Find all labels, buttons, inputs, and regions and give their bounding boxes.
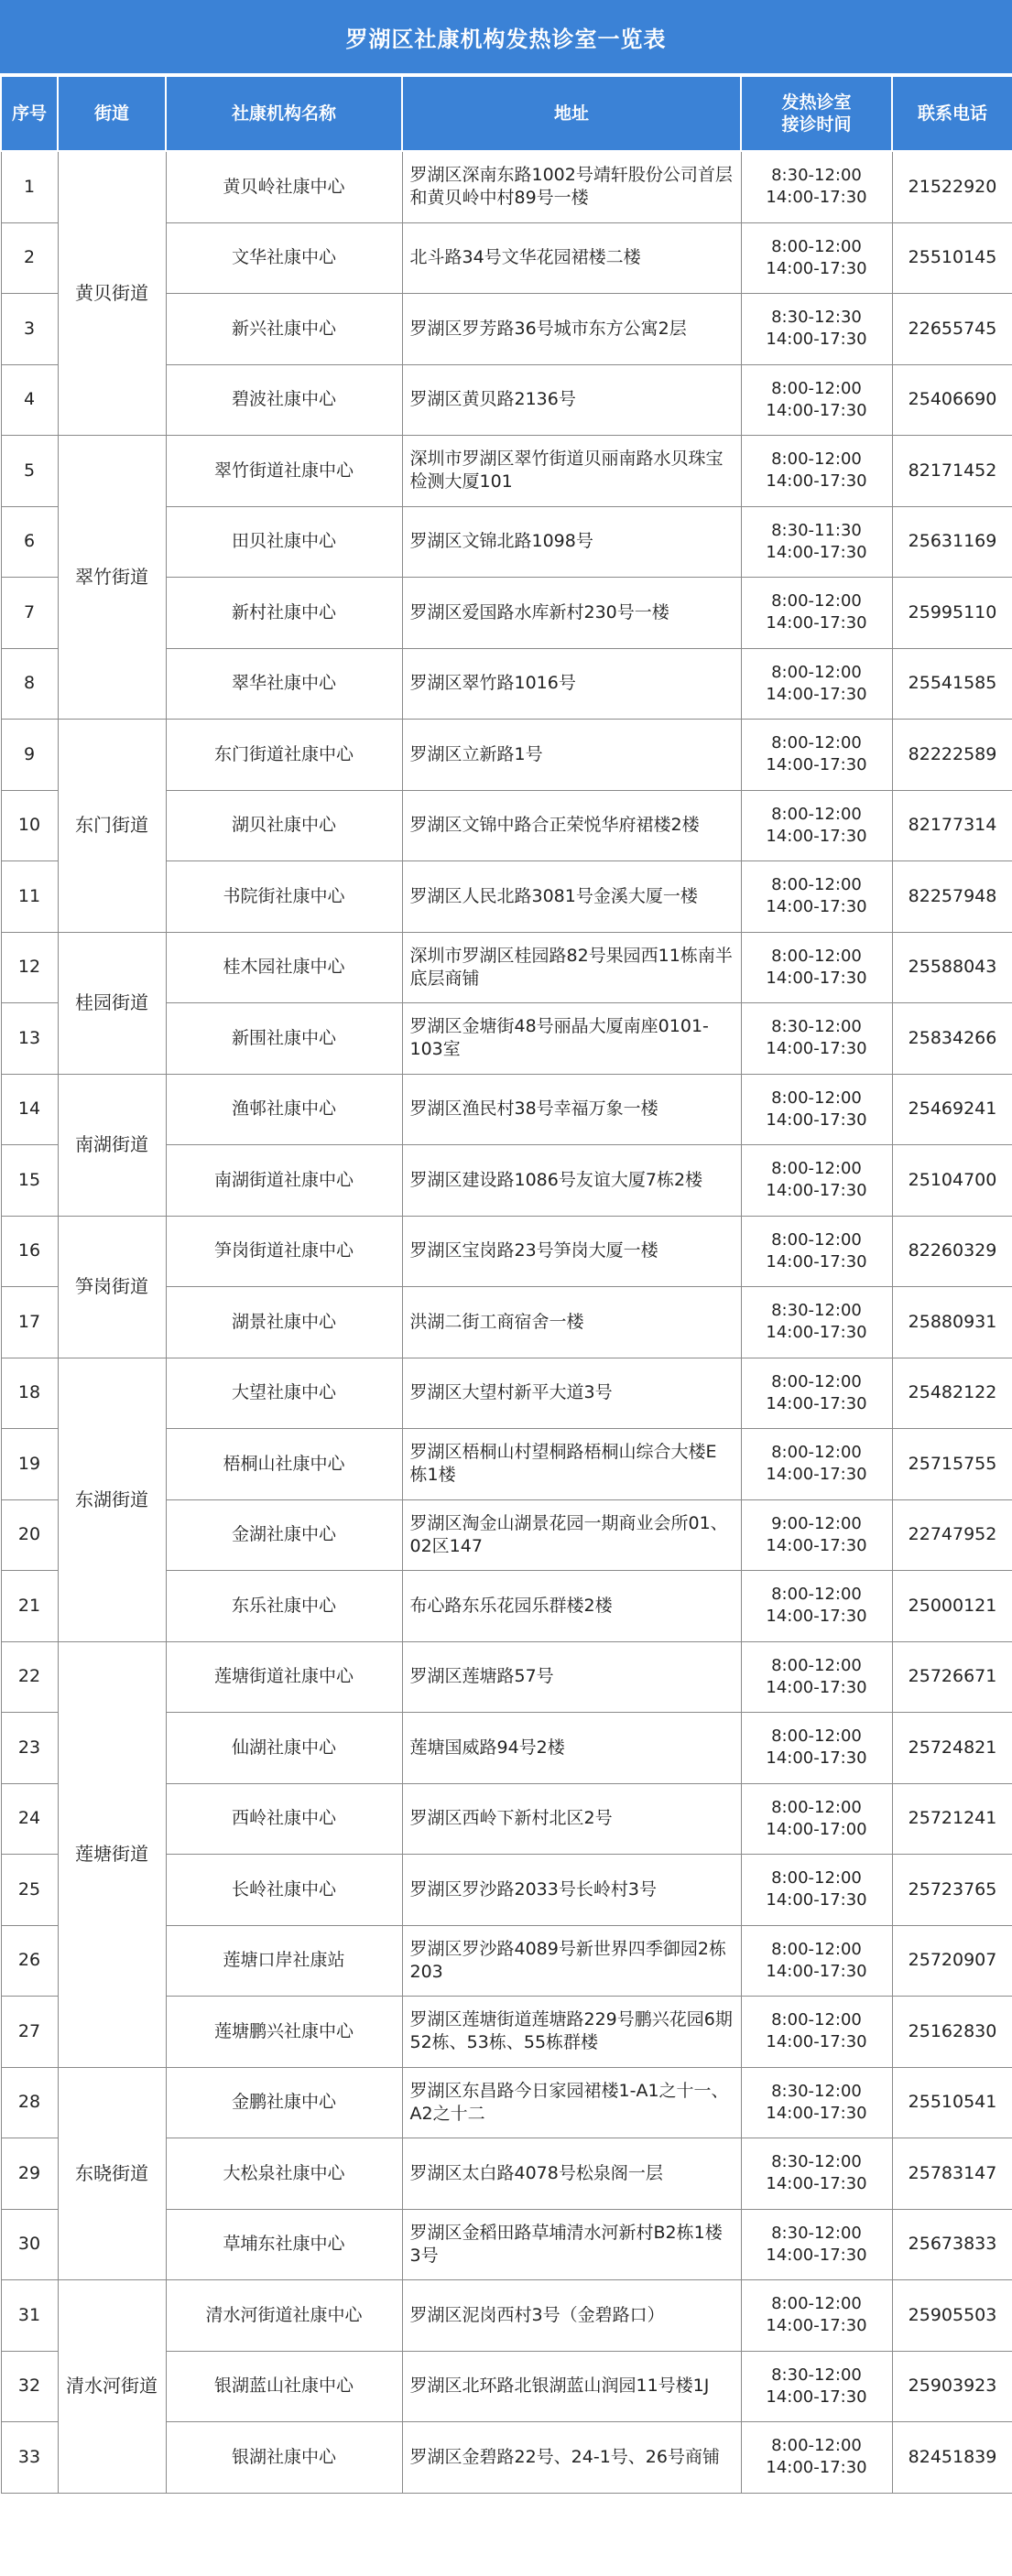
cell-no: 22	[1, 1641, 58, 1713]
cell-address: 罗湖区建设路1086号友谊大厦7栋2楼	[402, 1145, 741, 1217]
cell-name: 东门街道社康中心	[166, 720, 402, 791]
cell-phone: 82177314	[892, 790, 1012, 861]
cell-name: 莲塘鹏兴社康中心	[166, 1997, 402, 2068]
cell-no: 25	[1, 1855, 58, 1926]
cell-time: 8:00-12:00 14:00-17:30	[741, 364, 892, 436]
cell-address: 罗湖区立新路1号	[402, 720, 741, 791]
cell-no: 6	[1, 506, 58, 578]
table-row	[1, 1074, 1012, 1145]
cell-name: 碧波社康中心	[166, 364, 402, 436]
cell-name: 桂木园社康中心	[166, 932, 402, 1003]
cell-phone: 25903923	[892, 2351, 1012, 2422]
table-row	[1, 436, 1012, 507]
cell-time: 8:00-12:00 14:00-17:30	[741, 1216, 892, 1287]
cell-phone: 25834266	[892, 1003, 1012, 1075]
cell-time: 8:00-12:00 14:00-17:30	[741, 932, 892, 1003]
cell-name: 翠竹街道社康中心	[166, 436, 402, 507]
cell-time: 8:30-12:00 14:00-17:30	[741, 151, 892, 222]
table-row	[1, 720, 1012, 791]
cell-time: 8:00-12:00 14:00-17:30	[741, 578, 892, 649]
cell-no: 30	[1, 2209, 58, 2280]
cell-name: 文华社康中心	[166, 222, 402, 294]
cell-time: 8:30-12:00 14:00-17:30	[741, 2209, 892, 2280]
cell-time: 8:00-12:00 14:00-17:30	[741, 1358, 892, 1429]
cell-no: 5	[1, 436, 58, 507]
cell-no: 3	[1, 294, 58, 365]
cell-name: 草埔东社康中心	[166, 2209, 402, 2280]
cell-name: 黄贝岭社康中心	[166, 151, 402, 222]
cell-phone: 25720907	[892, 1925, 1012, 1997]
cell-phone: 25673833	[892, 2209, 1012, 2280]
cell-time: 8:00-12:00 14:00-17:00	[741, 1783, 892, 1855]
cell-phone: 25726671	[892, 1641, 1012, 1713]
cell-no: 15	[1, 1145, 58, 1217]
cell-phone: 25469241	[892, 1074, 1012, 1145]
cell-address: 洪湖二街工商宿舍一楼	[402, 1287, 741, 1358]
cell-name: 莲塘街道社康中心	[166, 1641, 402, 1713]
cell-time: 8:30-12:00 14:00-17:30	[741, 2351, 892, 2422]
cell-time: 8:00-12:00 14:00-17:30	[741, 790, 892, 861]
cell-phone: 25104700	[892, 1145, 1012, 1217]
cell-name: 书院街社康中心	[166, 861, 402, 933]
cell-street: 黄贝街道	[58, 151, 166, 436]
cell-no: 27	[1, 1997, 58, 2068]
cell-no: 17	[1, 1287, 58, 1358]
cell-phone: 25715755	[892, 1429, 1012, 1500]
table-row	[1, 1358, 1012, 1429]
cell-time: 8:30-12:00 14:00-17:30	[741, 1003, 892, 1075]
cell-address: 罗湖区东昌路今日家园裙楼1-A1之十一、A2之十二	[402, 2067, 741, 2138]
cell-name: 清水河街道社康中心	[166, 2280, 402, 2352]
cell-name: 田贝社康中心	[166, 506, 402, 578]
cell-name: 湖景社康中心	[166, 1287, 402, 1358]
cell-no: 33	[1, 2422, 58, 2494]
cell-address: 罗湖区文锦中路合正荣悦华府裙楼2楼	[402, 790, 741, 861]
header-phone: 联系电话	[892, 76, 1012, 151]
cell-name: 金鹏社康中心	[166, 2067, 402, 2138]
cell-name: 南湖街道社康中心	[166, 1145, 402, 1217]
table-body	[1, 151, 1012, 2493]
cell-phone: 25588043	[892, 932, 1012, 1003]
cell-no: 23	[1, 1713, 58, 1784]
cell-time: 8:30-12:00 14:00-17:30	[741, 1287, 892, 1358]
cell-time: 8:00-12:00 14:00-17:30	[741, 648, 892, 720]
cell-phone: 82171452	[892, 436, 1012, 507]
cell-phone: 21522920	[892, 151, 1012, 222]
cell-phone: 25724821	[892, 1713, 1012, 1784]
cell-name: 莲塘口岸社康站	[166, 1925, 402, 1997]
cell-address: 罗湖区宝岗路23号笋岗大厦一楼	[402, 1216, 741, 1287]
cell-address: 罗湖区爱国路水库新村230号一楼	[402, 578, 741, 649]
cell-no: 19	[1, 1429, 58, 1500]
cell-phone: 25783147	[892, 2138, 1012, 2210]
cell-no: 16	[1, 1216, 58, 1287]
cell-address: 罗湖区淘金山湖景花园一期商业会所01、02区147	[402, 1499, 741, 1571]
cell-address: 罗湖区深南东路1002号靖轩股份公司首层和黄贝岭中村89号一楼	[402, 151, 741, 222]
cell-address: 深圳市罗湖区桂园路82号果园西11栋南半底层商铺	[402, 932, 741, 1003]
cell-address: 罗湖区渔民村38号幸福万象一楼	[402, 1074, 741, 1145]
cell-address: 罗湖区太白路4078号松泉阁一层	[402, 2138, 741, 2210]
cell-time: 8:00-12:00 14:00-17:30	[741, 2280, 892, 2352]
cell-phone: 82260329	[892, 1216, 1012, 1287]
table-row	[1, 2067, 1012, 2138]
cell-address: 罗湖区大望村新平大道3号	[402, 1358, 741, 1429]
cell-street: 笋岗街道	[58, 1216, 166, 1358]
cell-phone: 25000121	[892, 1571, 1012, 1642]
cell-name: 梧桐山社康中心	[166, 1429, 402, 1500]
cell-address: 罗湖区莲塘路57号	[402, 1641, 741, 1713]
cell-address: 罗湖区梧桐山村望桐路梧桐山综合大楼E栋1楼	[402, 1429, 741, 1500]
cell-name: 金湖社康中心	[166, 1499, 402, 1571]
cell-phone: 82222589	[892, 720, 1012, 791]
cell-phone: 25162830	[892, 1997, 1012, 2068]
cell-name: 仙湖社康中心	[166, 1713, 402, 1784]
cell-street: 南湖街道	[58, 1074, 166, 1216]
cell-no: 14	[1, 1074, 58, 1145]
cell-time: 8:00-12:00 14:00-17:30	[741, 1145, 892, 1217]
cell-time: 8:00-12:00 14:00-17:30	[741, 1997, 892, 2068]
cell-time: 8:00-12:00 14:00-17:30	[741, 222, 892, 294]
cell-no: 4	[1, 364, 58, 436]
cell-time: 8:00-12:00 14:00-17:30	[741, 720, 892, 791]
cell-name: 长岭社康中心	[166, 1855, 402, 1926]
cell-name: 新兴社康中心	[166, 294, 402, 365]
cell-no: 31	[1, 2280, 58, 2352]
cell-phone: 25482122	[892, 1358, 1012, 1429]
cell-phone: 25541585	[892, 648, 1012, 720]
cell-street: 东晓街道	[58, 2067, 166, 2280]
cell-no: 1	[1, 151, 58, 222]
cell-phone: 25723765	[892, 1855, 1012, 1926]
cell-phone: 25510541	[892, 2067, 1012, 2138]
header-name: 社康机构名称	[166, 76, 402, 151]
cell-address: 罗湖区金塘街48号丽晶大厦南座0101-103室	[402, 1003, 741, 1075]
cell-name: 银湖社康中心	[166, 2422, 402, 2494]
cell-no: 8	[1, 648, 58, 720]
cell-address: 罗湖区金稻田路草埔清水河新村B2栋1楼3号	[402, 2209, 741, 2280]
header-street: 街道	[58, 76, 166, 151]
cell-time: 8:30-11:30 14:00-17:30	[741, 506, 892, 578]
cell-no: 24	[1, 1783, 58, 1855]
cell-time: 8:00-12:00 14:00-17:30	[741, 861, 892, 933]
table-row	[1, 932, 1012, 1003]
table-row	[1, 1216, 1012, 1287]
cell-address: 深圳市罗湖区翠竹街道贝丽南路水贝珠宝检测大厦101	[402, 436, 741, 507]
cell-phone: 82257948	[892, 861, 1012, 933]
cell-phone: 25631169	[892, 506, 1012, 578]
cell-time: 8:00-12:00 14:00-17:30	[741, 1925, 892, 1997]
fever-clinic-table	[0, 75, 1012, 2494]
cell-street: 东湖街道	[58, 1358, 166, 1641]
header-address: 地址	[402, 76, 741, 151]
cell-time: 8:00-12:00 14:00-17:30	[741, 1429, 892, 1500]
table-row	[1, 151, 1012, 222]
cell-no: 32	[1, 2351, 58, 2422]
cell-address: 罗湖区莲塘街道莲塘路229号鹏兴花园6期52栋、53栋、55栋群楼	[402, 1997, 741, 2068]
cell-street: 清水河街道	[58, 2280, 166, 2494]
cell-time: 9:00-12:00 14:00-17:30	[741, 1499, 892, 1571]
cell-phone: 82451839	[892, 2422, 1012, 2494]
cell-no: 26	[1, 1925, 58, 1997]
table-row	[1, 1641, 1012, 1713]
cell-street: 翠竹街道	[58, 436, 166, 720]
page-title: 罗湖区社康机构发热诊室一览表	[0, 0, 1012, 75]
cell-address: 莲塘国威路94号2楼	[402, 1713, 741, 1784]
cell-time: 8:00-12:00 14:00-17:30	[741, 1074, 892, 1145]
cell-name: 湖贝社康中心	[166, 790, 402, 861]
cell-street: 莲塘街道	[58, 1641, 166, 2067]
cell-street: 东门街道	[58, 720, 166, 933]
cell-no: 12	[1, 932, 58, 1003]
cell-address: 罗湖区罗芳路36号城市东方公寓2层	[402, 294, 741, 365]
cell-name: 东乐社康中心	[166, 1571, 402, 1642]
cell-no: 10	[1, 790, 58, 861]
cell-name: 西岭社康中心	[166, 1783, 402, 1855]
cell-address: 罗湖区泥岗西村3号（金碧路口）	[402, 2280, 741, 2352]
cell-phone: 25406690	[892, 364, 1012, 436]
cell-no: 28	[1, 2067, 58, 2138]
cell-phone: 25880931	[892, 1287, 1012, 1358]
cell-address: 北斗路34号文华花园裙楼二楼	[402, 222, 741, 294]
cell-address: 罗湖区罗沙路2033号长岭村3号	[402, 1855, 741, 1926]
cell-no: 7	[1, 578, 58, 649]
cell-no: 2	[1, 222, 58, 294]
cell-phone: 25995110	[892, 578, 1012, 649]
cell-no: 11	[1, 861, 58, 933]
cell-phone: 22655745	[892, 294, 1012, 365]
cell-no: 20	[1, 1499, 58, 1571]
cell-time: 8:00-12:00 14:00-17:30	[741, 1713, 892, 1784]
cell-phone: 25721241	[892, 1783, 1012, 1855]
cell-time: 8:00-12:00 14:00-17:30	[741, 2422, 892, 2494]
cell-no: 21	[1, 1571, 58, 1642]
cell-no: 9	[1, 720, 58, 791]
table-row	[1, 2280, 1012, 2352]
cell-address: 罗湖区人民北路3081号金溪大厦一楼	[402, 861, 741, 933]
cell-time: 8:30-12:00 14:00-17:30	[741, 2067, 892, 2138]
cell-time: 8:00-12:00 14:00-17:30	[741, 1855, 892, 1926]
cell-address: 布心路东乐花园乐群楼2楼	[402, 1571, 741, 1642]
cell-street: 桂园街道	[58, 932, 166, 1074]
cell-name: 笋岗街道社康中心	[166, 1216, 402, 1287]
cell-name: 大望社康中心	[166, 1358, 402, 1429]
cell-phone: 25905503	[892, 2280, 1012, 2352]
cell-address: 罗湖区北环路北银湖蓝山润园11号楼1J	[402, 2351, 741, 2422]
cell-time: 8:30-12:30 14:00-17:30	[741, 294, 892, 365]
cell-name: 翠华社康中心	[166, 648, 402, 720]
cell-address: 罗湖区翠竹路1016号	[402, 648, 741, 720]
cell-time: 8:00-12:00 14:00-17:30	[741, 1571, 892, 1642]
cell-no: 29	[1, 2138, 58, 2210]
cell-phone: 25510145	[892, 222, 1012, 294]
header-no: 序号	[1, 76, 58, 151]
cell-no: 13	[1, 1003, 58, 1075]
cell-time: 8:30-12:00 14:00-17:30	[741, 2138, 892, 2210]
cell-name: 大松泉社康中心	[166, 2138, 402, 2210]
cell-name: 新围社康中心	[166, 1003, 402, 1075]
cell-address: 罗湖区罗沙路4089号新世界四季御园2栋203	[402, 1925, 741, 1997]
cell-time: 8:00-12:00 14:00-17:30	[741, 1641, 892, 1713]
table-header-row	[1, 76, 1012, 151]
cell-time: 8:00-12:00 14:00-17:30	[741, 436, 892, 507]
cell-address: 罗湖区西岭下新村北区2号	[402, 1783, 741, 1855]
cell-address: 罗湖区黄贝路2136号	[402, 364, 741, 436]
cell-name: 渔邨社康中心	[166, 1074, 402, 1145]
header-time: 发热诊室 接诊时间	[741, 76, 892, 151]
cell-name: 银湖蓝山社康中心	[166, 2351, 402, 2422]
cell-phone: 22747952	[892, 1499, 1012, 1571]
cell-address: 罗湖区金碧路22号、24-1号、26号商铺	[402, 2422, 741, 2494]
cell-no: 18	[1, 1358, 58, 1429]
cell-name: 新村社康中心	[166, 578, 402, 649]
cell-address: 罗湖区文锦北路1098号	[402, 506, 741, 578]
